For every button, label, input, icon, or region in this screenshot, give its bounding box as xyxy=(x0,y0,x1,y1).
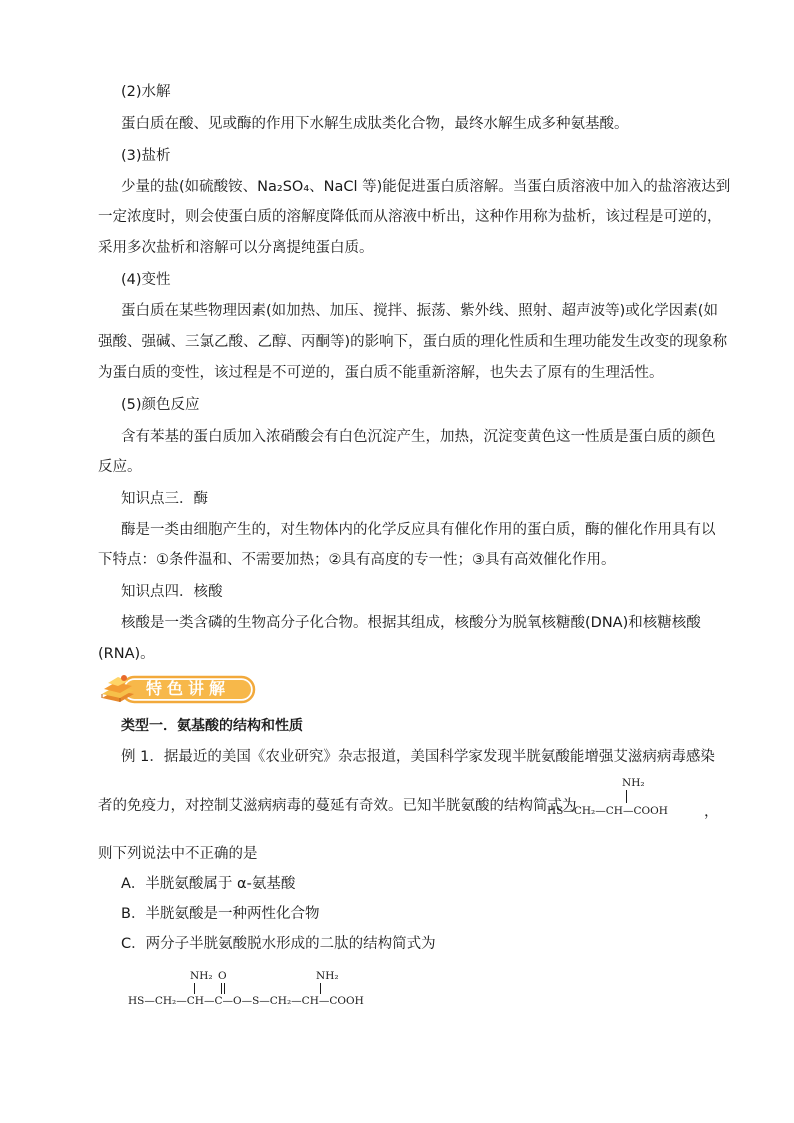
type1-heading: 类型一．氨基酸的结构和性质 xyxy=(121,718,303,734)
section-heading-salting: (3)盐析 xyxy=(121,148,171,164)
section-heading-denature: (4)变性 xyxy=(121,272,171,288)
formula2-o: O xyxy=(218,970,227,982)
example1-question: 则下列说法中不正确的是 xyxy=(98,846,258,862)
paragraph-salting-line1: 少量的盐(如硫酸铵、Na₂SO₄、NaCl 等)能促进蛋白质溶解。当蛋白质溶液中加入的盐溶液达到 xyxy=(121,179,731,195)
example1-line2: 者的免疫力，对控制艾滋病病毒的蔓延有奇效。已知半胱氨酸的结构简式为 xyxy=(98,798,577,814)
paragraph-hydrolysis: 蛋白质在酸、见或酶的作用下水解生成肽类化合物，最终水解生成多种氨基酸。 xyxy=(121,116,629,132)
dipeptide-structure-formula xyxy=(128,968,388,1014)
formula2-nh2-a: NH₂ xyxy=(190,970,213,982)
knowledge3-line2: 下特点：①条件温和、不需要加热；②具有高度的专一性；③具有高效催化作用。 xyxy=(98,552,616,568)
knowledge4-line2: (RNA)。 xyxy=(98,646,155,662)
formula2-double-bond-2 xyxy=(224,983,225,994)
paragraph-denature-line1: 蛋白质在某些物理因素(如加热、加压、搅拌、振荡、紫外线、照射、超声波等)或化学因素(如 xyxy=(121,303,718,319)
formula1-nh2: NH₂ xyxy=(622,777,645,789)
paragraph-color-line1: 含有苯基的蛋白质加入浓硝酸会有白色沉淀产生，加热，沉淀变黄色这一性质是蛋白质的颜色 xyxy=(121,429,716,445)
cysteine-structure-formula xyxy=(547,775,707,825)
paragraph-salting-line2: 一定浓度时，则会使蛋白质的溶解度降低而从溶液中析出，这种作用称为盐析，该过程是可逆的， xyxy=(98,209,722,225)
formula2-main: HS—CH₂—CH—C—O—S—CH₂—CH—COOH xyxy=(128,995,364,1007)
paragraph-denature-line3: 为蛋白质的变性，该过程是不可逆的，蛋白质不能重新溶解，也失去了原有的生理活性。 xyxy=(98,365,664,381)
option-b: B．半胱氨酸是一种两性化合物 xyxy=(121,906,320,922)
banner-title: 特色讲解 xyxy=(146,679,231,698)
knowledge4-heading: 知识点四．核酸 xyxy=(121,584,223,600)
paragraph-denature-line2: 强酸、强碱、三氯乙酸、乙醇、丙酮等)的影响下，蛋白质的理化性质和生理功能发生改变的现象称 xyxy=(98,334,728,350)
knowledge3-line1: 酶是一类由细胞产生的，对生物体内的化学反应具有催化作用的蛋白质，酶的催化作用具有以 xyxy=(121,522,716,538)
formula2-double-bond-1 xyxy=(221,983,222,994)
example1-line2-end: ， xyxy=(704,804,719,820)
feature-banner xyxy=(98,672,258,706)
paragraph-salting-line3: 采用多次盐析和溶解可以分离提纯蛋白质。 xyxy=(98,240,374,256)
section-heading-color: (5)颜色反应 xyxy=(121,397,200,413)
option-a: A．半胱氨酸属于 α-氨基酸 xyxy=(121,876,296,892)
formula1-bond xyxy=(626,790,627,803)
example1-line1: 例 1．据最近的美国《农业研究》杂志报道，美国科学家发现半胱氨酸能增强艾滋病病毒感染 xyxy=(121,749,715,765)
paragraph-color-line2: 反应。 xyxy=(98,459,142,475)
knowledge4-line1: 核酸是一类含磷的生物高分子化合物。根据其组成，核酸分为脱氧核糖酸(DNA)和核糖核酸 xyxy=(121,615,701,631)
option-c: C．两分子半胱氨酸脱水形成的二肽的结构简式为 xyxy=(121,936,436,952)
knowledge3-heading: 知识点三．酶 xyxy=(121,491,208,507)
formula1-main: HS—CH₂—CH—COOH xyxy=(547,805,668,817)
formula2-bond-a xyxy=(194,983,195,994)
book-stack-icon xyxy=(98,672,138,706)
formula2-nh2-b: NH₂ xyxy=(316,970,339,982)
section-heading-hydrolysis: (2)水解 xyxy=(121,84,171,100)
formula2-bond-b xyxy=(320,983,321,994)
